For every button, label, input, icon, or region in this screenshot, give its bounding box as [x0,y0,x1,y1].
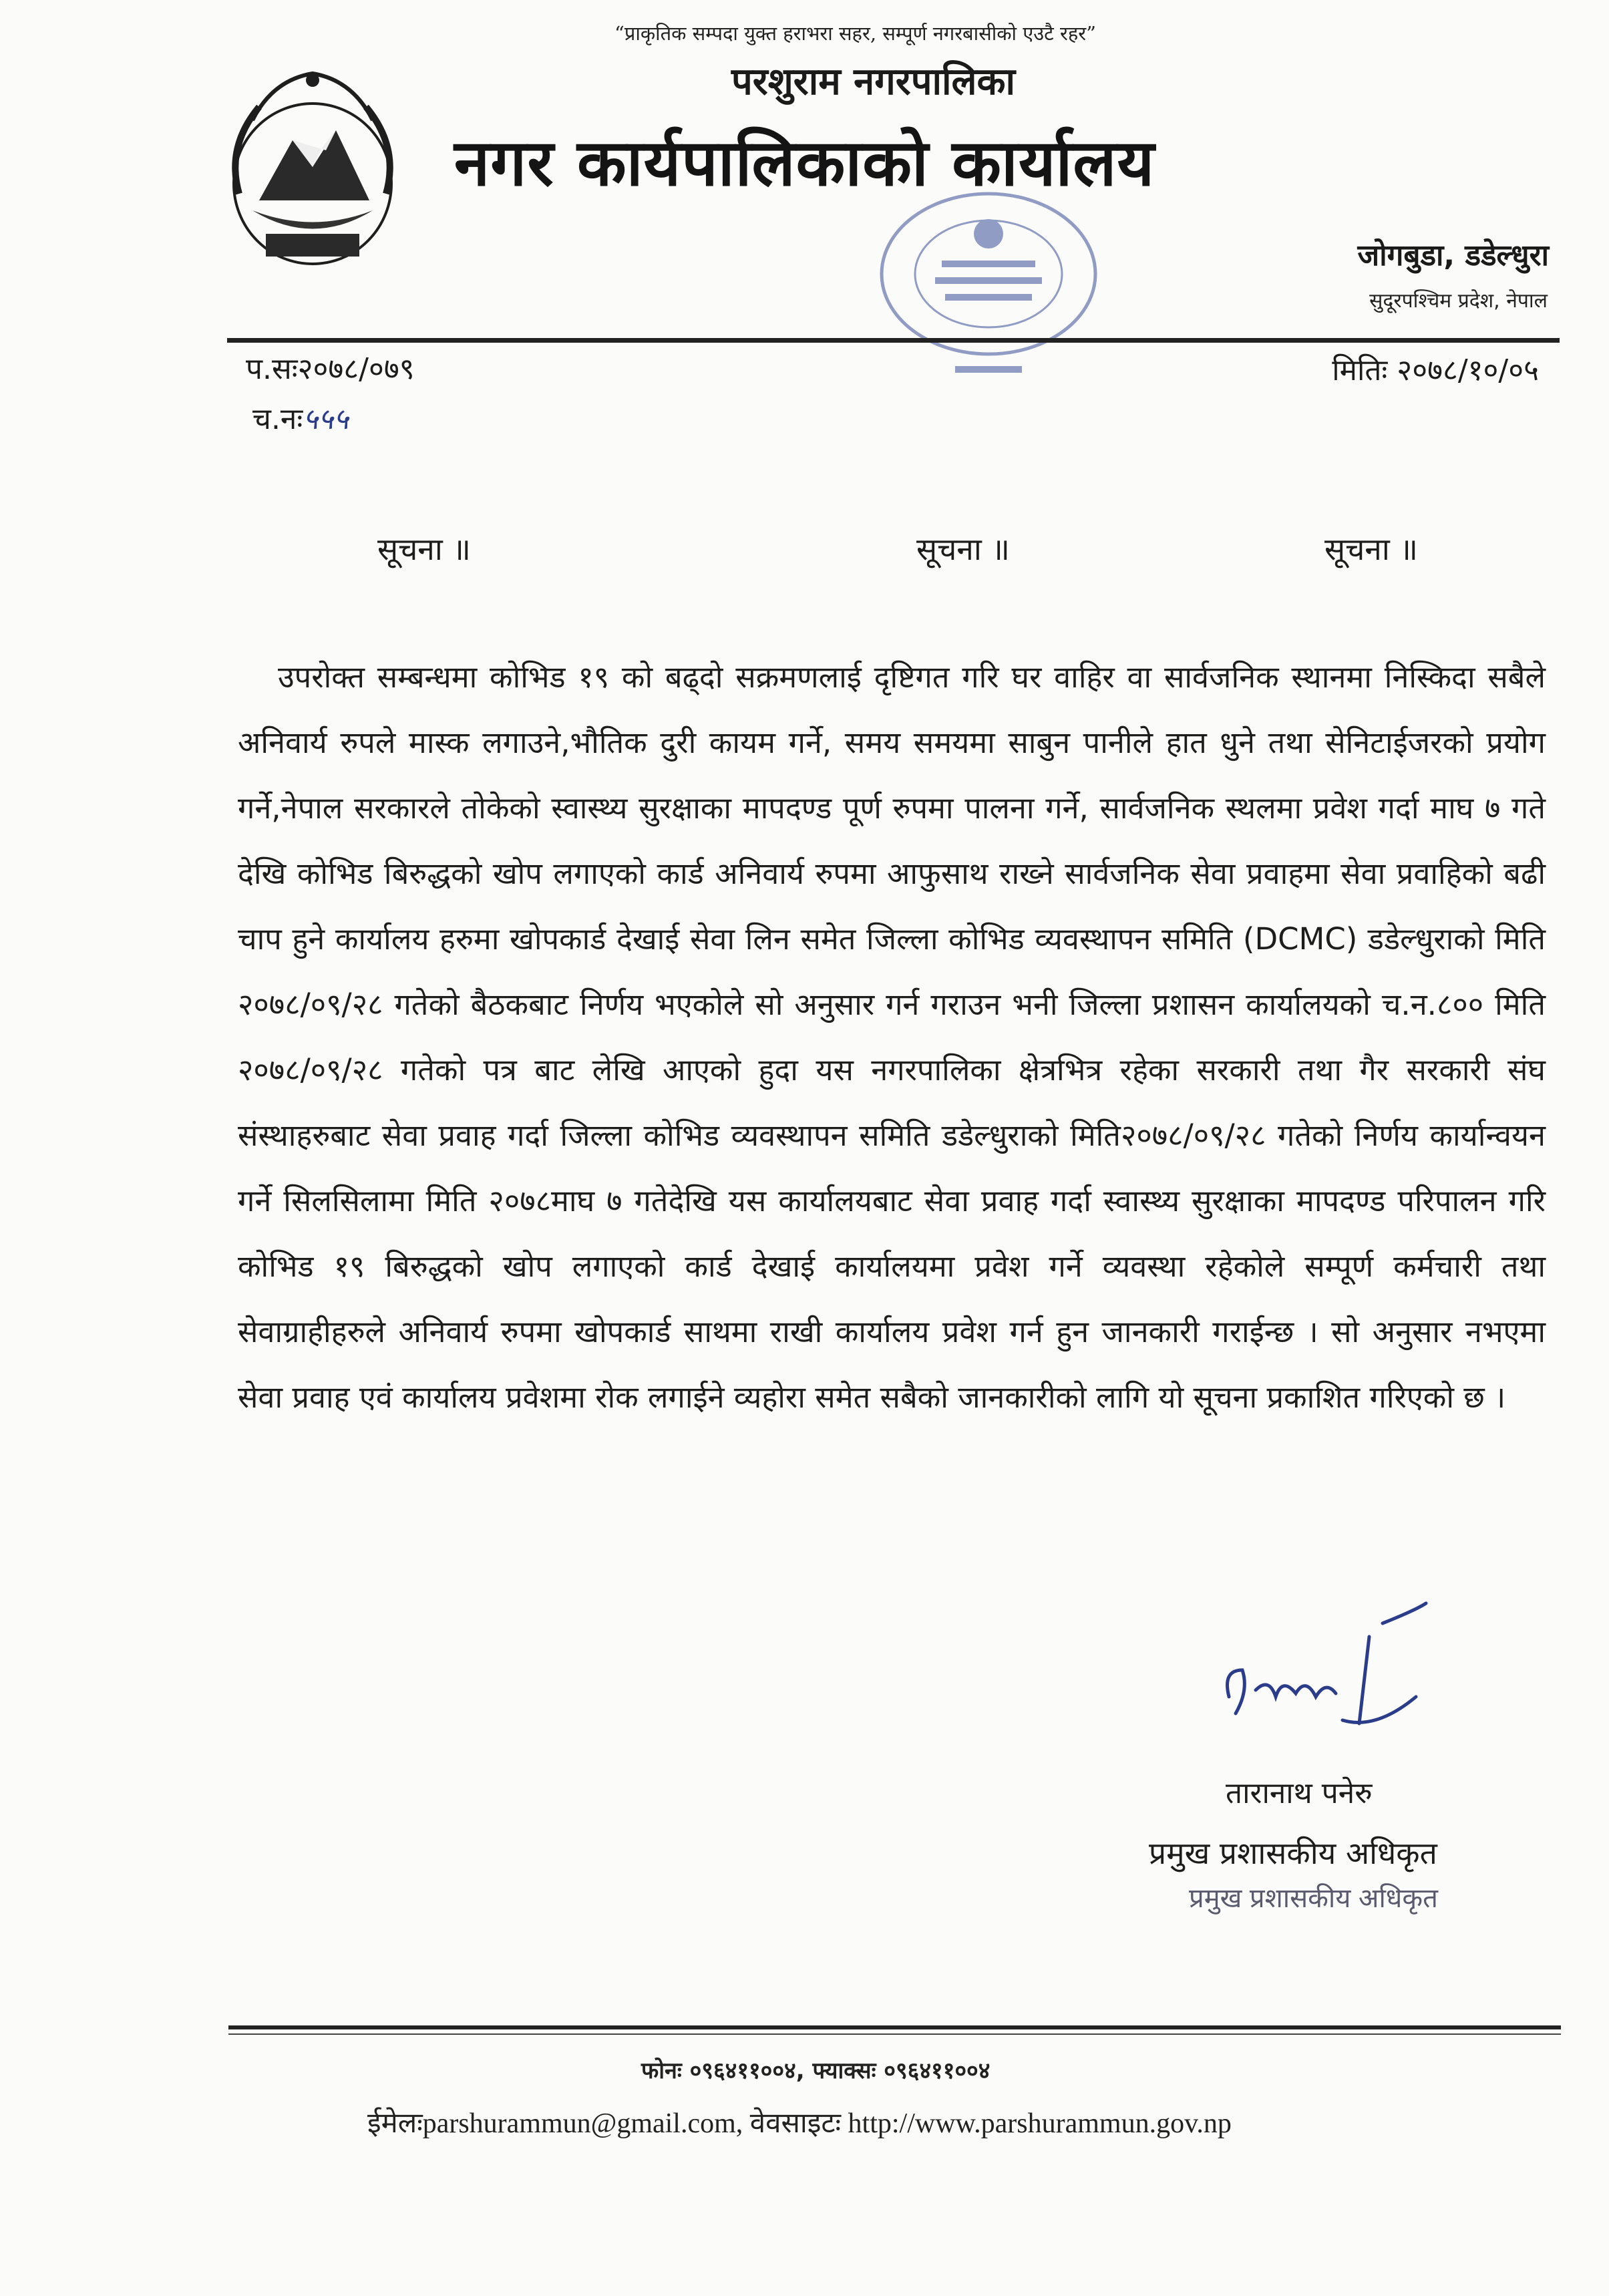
notice-heading-right: सूचना ॥ [1324,531,1418,567]
dispatch-number [252,397,349,438]
header-divider [227,338,1560,343]
office-name: नगर कार्यपालिकाको कार्यालय [454,126,1155,200]
dispatch-label: च.नः [252,402,303,436]
office-seal-stamp [868,187,1109,387]
nepal-emblem-icon [212,67,413,287]
signatory-name: तारानाथ पनेरु [1226,1776,1373,1810]
dispatch-value: ५५५ [303,402,349,436]
footer-divider [228,2025,1561,2029]
footer-phone-fax: फोनः ०९६४११००४, फ्याक्सः ०९६४११००४ [641,2058,991,2084]
footer-email-website: ईमेलःparshurammun@gmail.com, वेवसाइटः http://www.parshurammun.gov.np [367,2108,1232,2139]
signatory-title-stamp: प्रमुख प्रशासकीय अधिकृत [1189,1883,1438,1914]
footer-divider-thin [228,2033,1561,2035]
notice-heading-left: सूचना ॥ [377,531,471,567]
municipality-name: परशुराम नगरपालिका [731,60,1015,104]
office-location: जोगबुडा, डडेल्धुरा [1357,238,1549,273]
letterhead-slogan: “प्राकृतिक सम्पदा युक्त हराभरा सहर, सम्पूर्ण नगरबासीको एउटै रहर” [614,22,1096,45]
notice-heading-center: सूचना ॥ [916,531,1010,567]
handwritten-signature [1216,1597,1429,1750]
letter-date: मितिः २०७८/१०/०५ [1332,353,1539,387]
signatory-title: प्रमुख प्रशासकीय अधिकृत [1149,1835,1437,1871]
reference-number: प.सः२०७८/०७९ [246,352,415,386]
office-province: सुदूरपश्चिम प्रदेश, नेपाल [1369,289,1548,313]
notice-body: उपरोक्त सम्बन्धमा कोभिड १९ को बढ्दो सक्रमणलाई दृष्टिगत गरि घर वाहिर वा सार्वजनिक स्थानमा निस्किदा सबैले अनिवार्य रुपले मास्क लगाउने,भौतिक दुरी कायम गर्ने, समय समयमा साबुन पानीले हात धुने तथा सेनिटाईजरको प्रयोग गर्ने,नेपाल सरकारले तोकेको स्वास्थ्य सुरक्षाका मापदण्ड पूर्ण रुपमा पालना गर्ने, सार्वजनिक स्थलमा प्रवेश गर्दा माघ ७ गते देखि कोभिड बिरुद्धको खोप लगाएको कार्ड अनिवार्य रुपमा आफुसाथ राख्ने सार्वजनिक सेवा प्रवाहमा सेवा प्रवाहिको बढी चाप हुने कार्यालय हरुमा खोपकार्ड देखाई सेवा लिन समेत जिल्ला कोभिड व्यवस्थापन समिति (DCMC) डडेल्धुराको मिति २०७८/०९/२८ गतेको बैठकबाट निर्णय भएकोले सो अनुसार गर्न गराउन भनी जिल्ला प्रशासन कार्यालयको च.न.८०० मिति २०७८/०९/२८ गतेको पत्र बाट लेखि आएको हुदा यस नगरपालिका क्षेत्रभित्र रहेका सरकारी तथा गैर सरकारी संघ संस्थाहरुबाट सेवा प्रवाह गर्दा जिल्ला कोभिड व्यवस्थापन समिति डडेल्धुराको मिति२०७८/०९/२८ गतेको निर्णय कार्यान्वयन गर्ने सिलसिलामा मिति २०७८माघ ७ गतेदेखि यस कार्यालयबाट सेवा प्रवाह गर्दा स्वास्थ्य सुरक्षाका मापदण्ड परिपालन गरि कोभिड १९ बिरुद्धको खोप लगाएको कार्ड देखाई कार्यालयमा प्रवेश गर्ने व्यवस्था रहेकोले सम्पूर्ण कर्मचारी तथा सेवाग्राहीहरुले अनिवार्य रुपमा खोपकार्ड साथमा राखी कार्यालय प्रवेश गर्न हुन जानकारी गराईन्छ । सो अनुसार नभएमा सेवा प्रवाह एवं कार्यालय प्रवेशमा रोक लगाईने व्यहोरा समेत सबैको जानकारीको लागि यो सूचना प्रकाशित गरिएको छ । [238,659,1546,1415]
